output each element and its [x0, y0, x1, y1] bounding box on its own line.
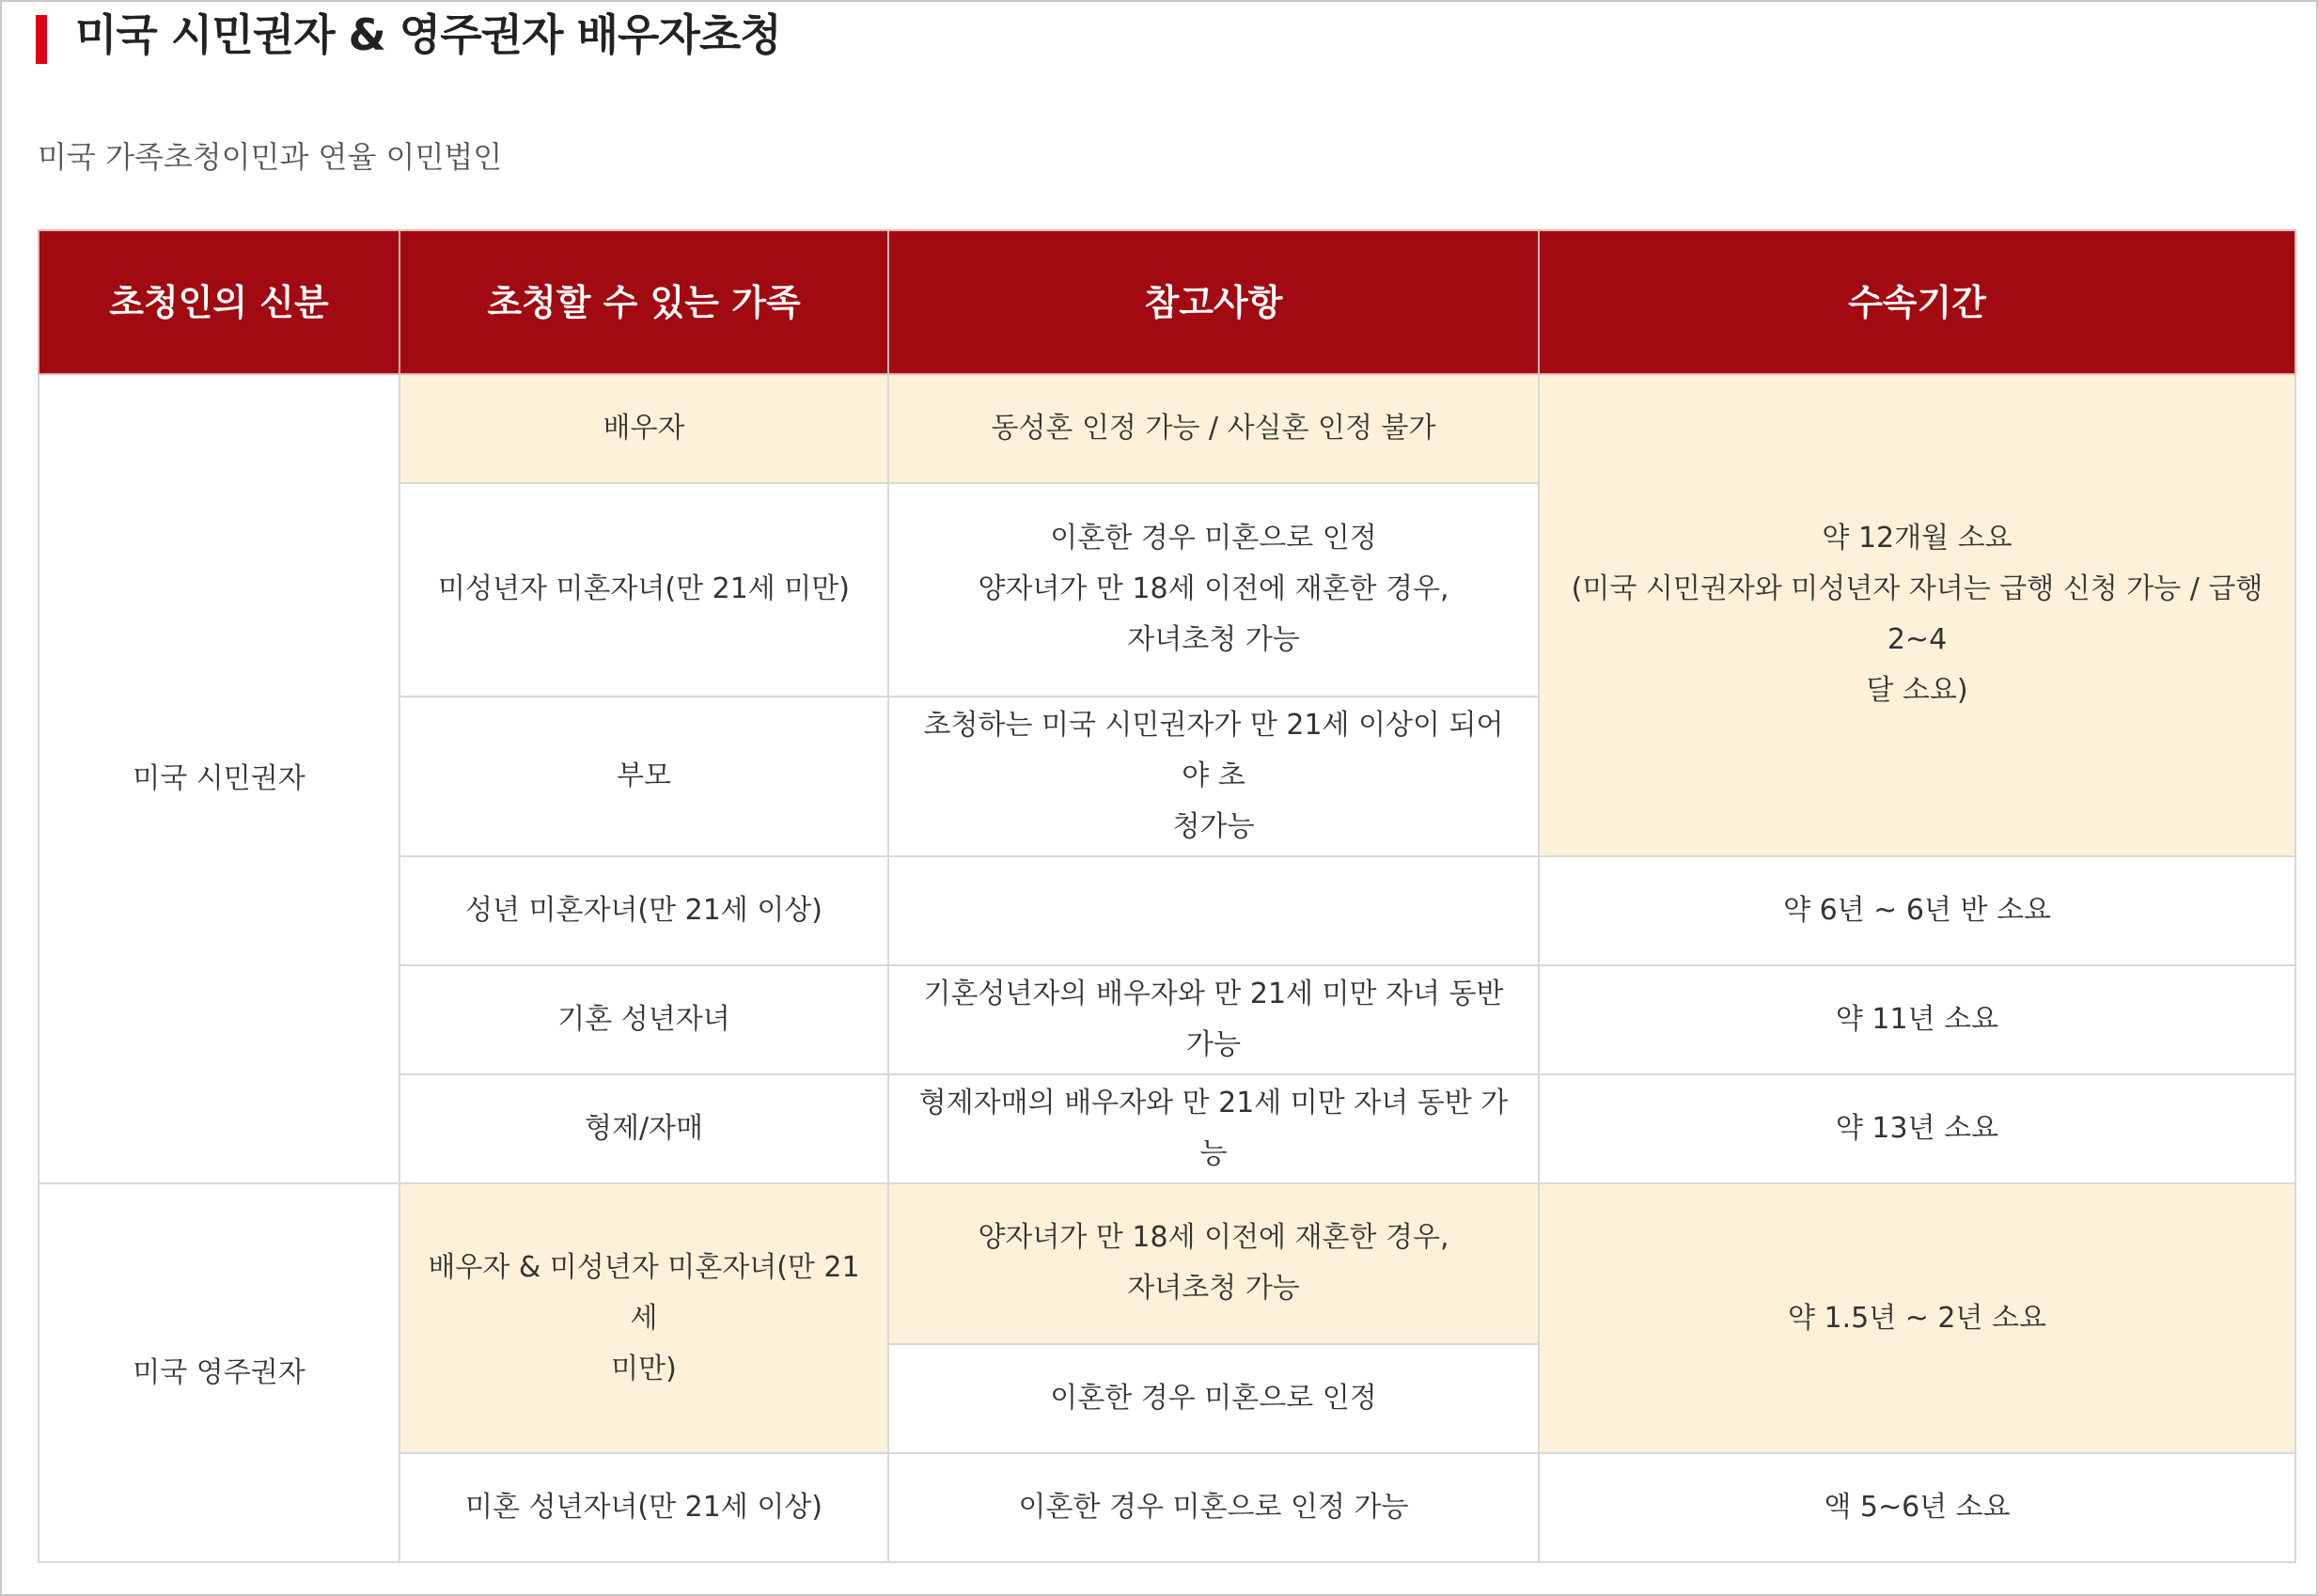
family-cell: 배우자 [399, 374, 888, 483]
header-processing-period: 수속기간 [1539, 230, 2295, 374]
note-cell [888, 483, 1539, 696]
period-cell: 약 13년 소요 [1539, 1074, 2295, 1183]
note-cell: 이혼한 경우 미혼으로 인정 [888, 1344, 1539, 1453]
family-text: 배우자 & 미성년자 미혼자녀(만 21세 미만) [428, 1250, 860, 1385]
period-cell: 액 5~6년 소요 [1539, 1453, 2295, 1562]
table-row [39, 1183, 2295, 1343]
citizen-label-cell: 미국 시민권자 [39, 374, 399, 1183]
note-text: 초청하는 미국 시민권자가 만 21세 이상이 되어야 초 청가능 [923, 708, 1504, 843]
table-row [39, 374, 2295, 483]
period-cell: 약 1.5년 ~ 2년 소요 [1539, 1183, 2295, 1452]
page-subtitle: 미국 가족초청이민과 연율 이민법인 [38, 139, 503, 175]
family-cell: 형제/자매 [399, 1074, 888, 1183]
note-text: 이혼한 경우 미혼으로 인정 양자녀가 만 18세 이전에 재혼한 경우, 자녀초청 가능 [978, 522, 1449, 657]
period-cell: 약 11년 소요 [1539, 965, 2295, 1074]
note-cell: 기혼성년자의 배우자와 만 21세 미만 자녀 동반 가능 [888, 965, 1539, 1074]
immigration-table [38, 229, 2296, 1563]
note-cell [888, 1183, 1539, 1343]
header-inviter-status: 초청인의 신분 [39, 230, 399, 374]
period-cell-merged [1539, 374, 2295, 856]
family-cell: 기혼 성년자녀 [399, 965, 888, 1074]
page-title: 미국 시민권자 & 영주권자 배우자초청 [75, 9, 781, 60]
period-text: 약 12개월 소요 (미국 시민권자와 미성년자 자녀는 급행 신청 가능 / 급행 2~4 달 소요) [1571, 522, 2263, 708]
header-invitable-family: 초청할 수 있는 가족 [399, 230, 888, 374]
family-cell [399, 1183, 888, 1452]
note-cell [888, 696, 1539, 856]
family-cell: 부모 [399, 696, 888, 856]
resident-label-cell: 미국 영주권자 [39, 1183, 399, 1562]
title-accent-bar [36, 15, 47, 64]
note-cell: 이혼한 경우 미혼으로 인정 가능 [888, 1453, 1539, 1562]
family-cell: 미성년자 미혼자녀(만 21세 미만) [399, 483, 888, 696]
header-notes: 참고사항 [888, 230, 1539, 374]
family-cell: 미혼 성년자녀(만 21세 이상) [399, 1453, 888, 1562]
period-cell: 약 6년 ~ 6년 반 소요 [1539, 856, 2295, 965]
note-cell: 형제자매의 배우자와 만 21세 미만 자녀 동반 가능 [888, 1074, 1539, 1183]
family-cell: 성년 미혼자녀(만 21세 이상) [399, 856, 888, 965]
note-text: 양자녀가 만 18세 이전에 재혼한 경우, 자녀초청 가능 [978, 1221, 1449, 1306]
note-cell [888, 856, 1539, 965]
note-cell: 동성혼 인정 가능 / 사실혼 인정 불가 [888, 374, 1539, 483]
table-header-row [39, 230, 2295, 374]
